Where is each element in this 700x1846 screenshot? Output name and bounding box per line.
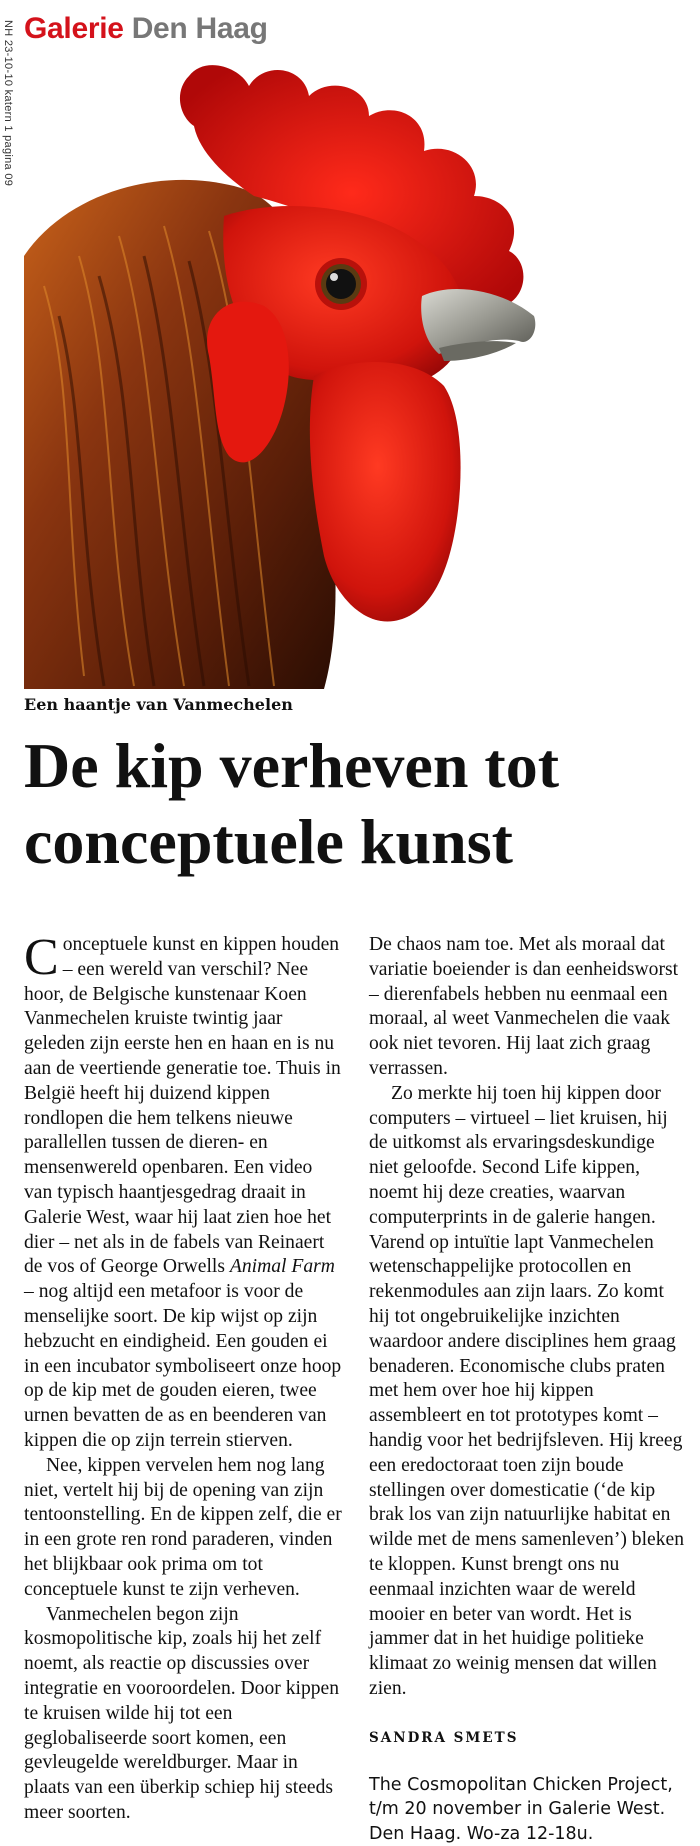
- drop-cap: C: [24, 934, 63, 980]
- paragraph-text: onceptuele kunst en kippen houden – een wereld van verschil? Nee hoor, de Belgische kunstenaar Koen Vanmechelen kruiste twintig jaar geleden zijn eerste hen en haan en is nu aan de veertiende generatie toe. Thuis in België heeft hij duizend kippen rondlopen die hem telkens nieuwe parallellen tussen de dieren- en mensenwereld openbaren. Een video van typisch haantjesgedrag draait in Galerie West, waar hij laat zien hoe het dier – net als in de fabels van Reinaert de vos of George Orwells: [24, 934, 341, 1277]
- article-paragraph: [24, 933, 345, 1454]
- book-title: Animal Farm: [230, 1256, 335, 1277]
- article-headline: [24, 728, 684, 879]
- headline-line-2: conceptuele kunst: [24, 806, 513, 877]
- article-paragraph: Nee, kippen vervelen hem nog lang niet, vertelt hij bij de opening van zijn tentoonstelling. En de kippen zelf, die er in een grote ren rond paraderen, vinden het blijkbaar ook prima om tot conceptuele kunst te zijn verheven.: [24, 1454, 345, 1603]
- author-byline: SANDRA SMETS: [369, 1726, 687, 1751]
- article-paragraph: De chaos nam toe. Met als moraal dat variatie boeiender is dan eenheidsworst – dierenfabels hebben nu eenmaal een moraal, al weet Vanmechelen die vaak ook niet tevoren. Hij laat zich graag verrassen.: [369, 933, 687, 1082]
- article-paragraph: Zo merkte hij toen hij kippen door computers – virtueel – liet kruisen, hij de uitkomst als ervaringsdeskundige niet geloofde. Second Life kippen, noemt hij deze creaties, waarvan computerprints in de galerie hangen. Varend op intuïtie lapt Vanmechelen wetenschappelijke protocollen en rekenmodules aan zijn laars. Zo komt hij tot ongebruikelijke inzichten waardoor andere disciplines hem graag benaderen. Economische clubs praten met hem over hoe hij kippen assembleert en tot prototypes komt – handig voor het bedrijfsleven. Hij kreeg een eredoctoraat toen zijn boude stellingen over domesticatie (‘de kip brak los van zijn natuurlijke habitat en wilde met de mens samenleven’) bleken te kloppen. Kunst brengt ons nu eenmaal inzichten waar de wereld mooier en beter van wordt. Het is jammer dat in het huidige politieke klimaat zo weinig mensen dat willen zien.: [369, 1082, 687, 1702]
- photo-caption: Een haantje van Vanmechelen: [24, 695, 293, 714]
- section-masthead: [24, 14, 268, 44]
- masthead-city: Den Haag: [132, 12, 268, 45]
- exhibition-info: The Cosmopolitan Chicken Project, t/m 20 november in Galerie West. Den Haag. Wo-za 12-18u.: [369, 1773, 687, 1846]
- article-column-left: [24, 933, 345, 1826]
- page-slug: NH 23-10-10 katern 1 pagina 09: [2, 20, 14, 186]
- masthead-galerie: Galerie: [24, 12, 124, 45]
- article-column-right: [369, 933, 687, 1846]
- paragraph-text: – nog altijd een metafoor is voor de menselijke soort. De kip wijst op zijn hebzucht en eindigheid. Een gouden ei in een incubator symboliseert onze hoop op de kip met de gouden eieren, twee urnen bevatten de as en beenderen van kippen die op zijn terrein stierven.: [24, 1281, 341, 1451]
- article-paragraph: Vanmechelen begon zijn kosmopolitische kip, zoals hij het zelf noemt, als reactie op discussies over integratie en vooroordelen. Door kippen te kruisen wilde hij tot een geglobaliseerde soort komen, een gevleugelde wereldburger. Maar in plaats van een überkip schiep hij steeds meer soorten.: [24, 1603, 345, 1826]
- rooster-photo: [24, 56, 634, 689]
- headline-line-1: De kip verheven tot: [24, 730, 559, 801]
- rooster-head-icon: [24, 56, 634, 689]
